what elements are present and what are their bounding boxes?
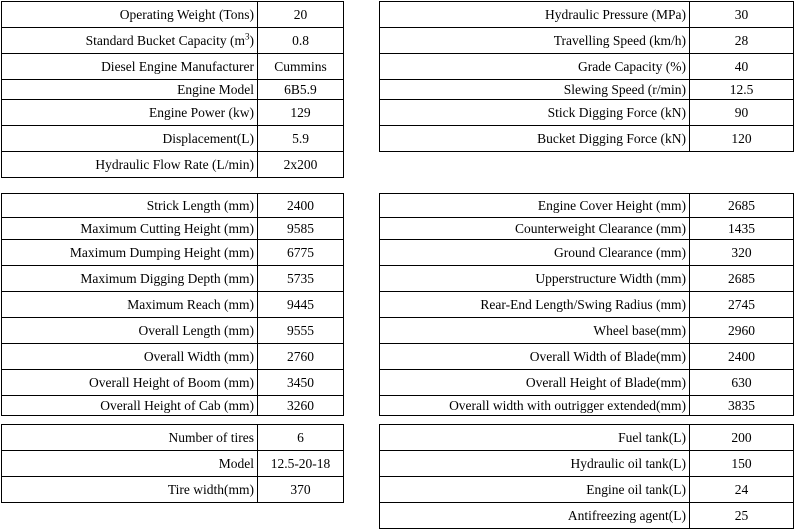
spec-label: Bucket Digging Force (kN) <box>380 126 690 152</box>
spec-value: 12.5 <box>690 80 794 100</box>
spec-value: 3450 <box>258 370 344 396</box>
spec-row-overall-width-with-outrigger-extended-mm <box>380 396 794 416</box>
spec-value: 200 <box>690 425 794 451</box>
spec-value: 90 <box>690 100 794 126</box>
spec-label: Displacement(L) <box>2 126 258 152</box>
table-tires <box>1 424 344 503</box>
spec-label: Overall Width of Blade(mm) <box>380 344 690 370</box>
spec-value: 25 <box>690 503 794 529</box>
spec-row-maximum-dumping-height-mm <box>2 240 344 266</box>
spec-label: Model <box>2 451 258 477</box>
spec-label: Overall Height of Boom (mm) <box>2 370 258 396</box>
spec-row-grade-capacity <box>380 54 794 80</box>
spec-row-diesel-engine-manufacturer <box>2 54 344 80</box>
spec-label: Travelling Speed (km/h) <box>380 28 690 54</box>
spec-label: Diesel Engine Manufacturer <box>2 54 258 80</box>
spec-row-overall-length-mm <box>2 318 344 344</box>
spec-value: 28 <box>690 28 794 54</box>
spec-value: 6 <box>258 425 344 451</box>
spec-row-wheel-base-mm <box>380 318 794 344</box>
spec-value: 5.9 <box>258 126 344 152</box>
spec-value: 9445 <box>258 292 344 318</box>
spec-label: Overall Height of Blade(mm) <box>380 370 690 396</box>
spec-row-operating-weight-tons <box>2 2 344 28</box>
spec-value: 2x200 <box>258 152 344 178</box>
spec-value: 3260 <box>258 396 344 416</box>
table-dimensions-right <box>379 193 794 416</box>
spec-value: 20 <box>258 2 344 28</box>
spec-row-travelling-speed-km-h <box>380 28 794 54</box>
spec-value: 2760 <box>258 344 344 370</box>
spec-label: Fuel tank(L) <box>380 425 690 451</box>
spec-row-engine-power-kw <box>2 100 344 126</box>
superscript: 3 <box>245 31 250 42</box>
spec-label: Engine oil tank(L) <box>380 477 690 503</box>
spec-row-overall-height-of-boom-mm <box>2 370 344 396</box>
spec-value: 6B5.9 <box>258 80 344 100</box>
spec-label: Slewing Speed (r/min) <box>380 80 690 100</box>
spec-value: 129 <box>258 100 344 126</box>
spec-label: Engine Model <box>2 80 258 100</box>
spec-value: 5735 <box>258 266 344 292</box>
spec-label: Grade Capacity (%) <box>380 54 690 80</box>
spec-value: 9555 <box>258 318 344 344</box>
spec-row-fuel-tank-l <box>380 425 794 451</box>
spec-value: 150 <box>690 451 794 477</box>
spec-row-rear-end-length-swing-radius-mm <box>380 292 794 318</box>
spec-value: 30 <box>690 2 794 28</box>
spec-label: Hydraulic Pressure (MPa) <box>380 2 690 28</box>
spec-row-hydraulic-pressure-mpa <box>380 2 794 28</box>
spec-row-overall-height-of-cab-mm <box>2 396 344 416</box>
spec-row-engine-model <box>2 80 344 100</box>
spec-label <box>2 28 258 54</box>
spec-value: 0.8 <box>258 28 344 54</box>
spec-row-hydraulic-oil-tank-l <box>380 451 794 477</box>
spec-row-overall-width-of-blade-mm <box>380 344 794 370</box>
spec-row-ground-clearance-mm <box>380 240 794 266</box>
spec-row-counterweight-clearance-mm <box>380 218 794 240</box>
spec-label: Hydraulic Flow Rate (L/min) <box>2 152 258 178</box>
spec-value: 630 <box>690 370 794 396</box>
spec-row-standard-bucket-capacity-m <box>2 28 344 54</box>
spec-row-stick-digging-force-kn <box>380 100 794 126</box>
spec-value: 2685 <box>690 194 794 218</box>
spec-label: Counterweight Clearance (mm) <box>380 218 690 240</box>
spec-label: Engine Cover Height (mm) <box>380 194 690 218</box>
spec-row-hydraulic-flow-rate-l-min <box>2 152 344 178</box>
spec-label: Tire width(mm) <box>2 477 258 503</box>
spec-label: Engine Power (kw) <box>2 100 258 126</box>
spec-label: Maximum Reach (mm) <box>2 292 258 318</box>
spec-value: 12.5-20-18 <box>258 451 344 477</box>
spec-value: 9585 <box>258 218 344 240</box>
spec-label: Hydraulic oil tank(L) <box>380 451 690 477</box>
spec-label: Overall width with outrigger extended(mm) <box>380 396 690 416</box>
spec-value: 24 <box>690 477 794 503</box>
spec-value: 6775 <box>258 240 344 266</box>
spec-value: 120 <box>690 126 794 152</box>
spec-value: 3835 <box>690 396 794 416</box>
spec-label: Number of tires <box>2 425 258 451</box>
spec-label: Maximum Cutting Height (mm) <box>2 218 258 240</box>
spec-row-overall-height-of-blade-mm <box>380 370 794 396</box>
spec-row-engine-oil-tank-l <box>380 477 794 503</box>
spec-label: Overall Length (mm) <box>2 318 258 344</box>
spec-label: Maximum Dumping Height (mm) <box>2 240 258 266</box>
spec-label: Stick Digging Force (kN) <box>380 100 690 126</box>
spec-row-overall-width-mm <box>2 344 344 370</box>
spec-label: Antifreezing agent(L) <box>380 503 690 529</box>
spec-label: Strick Length (mm) <box>2 194 258 218</box>
table-dimensions-left <box>1 193 344 416</box>
spec-label: Operating Weight (Tons) <box>2 2 258 28</box>
spec-label: Maximum Digging Depth (mm) <box>2 266 258 292</box>
spec-row-slewing-speed-r-min <box>380 80 794 100</box>
spec-row-upperstructure-width-mm <box>380 266 794 292</box>
spec-row-bucket-digging-force-kn <box>380 126 794 152</box>
spec-label: Overall Width (mm) <box>2 344 258 370</box>
spec-value: 40 <box>690 54 794 80</box>
spec-label: Upperstructure Width (mm) <box>380 266 690 292</box>
spec-row-antifreezing-agent-l <box>380 503 794 529</box>
table-general-right <box>379 1 794 152</box>
spec-row-number-of-tires <box>2 425 344 451</box>
spec-value: 370 <box>258 477 344 503</box>
spec-row-strick-length-mm <box>2 194 344 218</box>
spec-label: Overall Height of Cab (mm) <box>2 396 258 416</box>
spec-row-engine-cover-height-mm <box>380 194 794 218</box>
spec-value: 2400 <box>258 194 344 218</box>
spec-row-maximum-cutting-height-mm <box>2 218 344 240</box>
spec-label: Rear-End Length/Swing Radius (mm) <box>380 292 690 318</box>
spec-label: Ground Clearance (mm) <box>380 240 690 266</box>
spec-label: Wheel base(mm) <box>380 318 690 344</box>
spec-value: 1435 <box>690 218 794 240</box>
spec-row-tire-width-mm <box>2 477 344 503</box>
spec-label-text: Standard Bucket Capacity (m <box>85 32 245 48</box>
spec-row-maximum-digging-depth-mm <box>2 266 344 292</box>
spec-value: 2685 <box>690 266 794 292</box>
spec-row-model <box>2 451 344 477</box>
spec-row-maximum-reach-mm <box>2 292 344 318</box>
spec-row-displacement-l <box>2 126 344 152</box>
spec-value: 2745 <box>690 292 794 318</box>
table-capacities <box>379 424 794 529</box>
spec-value: 2400 <box>690 344 794 370</box>
spec-value: Cummins <box>258 54 344 80</box>
spec-value: 320 <box>690 240 794 266</box>
spec-label-end: ) <box>249 32 254 48</box>
spec-value: 2960 <box>690 318 794 344</box>
table-general-left <box>1 1 344 178</box>
